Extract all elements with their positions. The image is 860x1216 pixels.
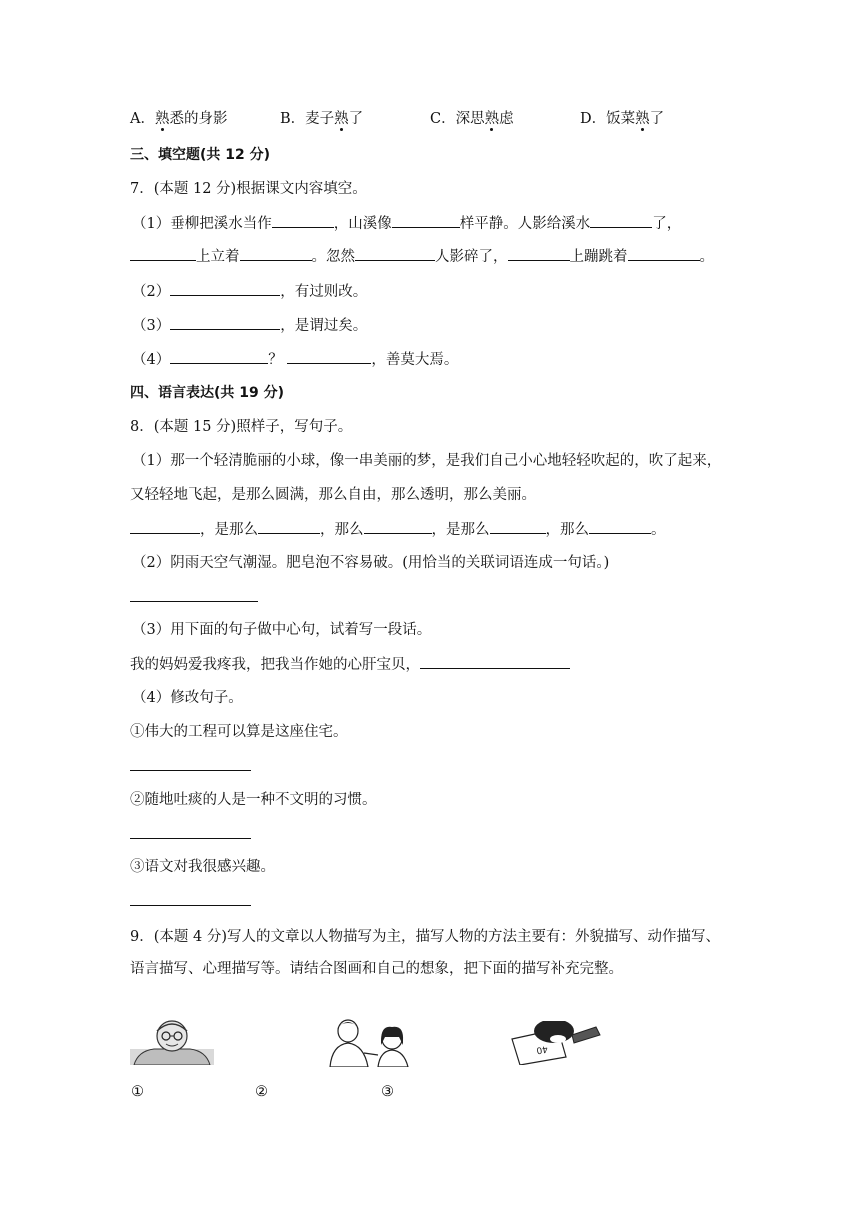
question-8-stem: 8．(本题 15 分)照样子，写句子。: [130, 419, 353, 435]
old-man-illustration: [130, 1019, 214, 1065]
answer-blank[interactable]: [272, 213, 334, 228]
question-7-stem: 7．(本题 12 分)根据课文内容填空。: [130, 181, 367, 197]
answer-blank[interactable]: [355, 246, 435, 261]
answer-blank[interactable]: [508, 246, 570, 261]
question-7-1-line-1: [132, 213, 681, 234]
girl-with-test-paper-illustration: [508, 1021, 608, 1065]
question-8-4-b: ②随地吐痰的人是一种不文明的习惯。: [130, 792, 377, 808]
question-7-3: [132, 315, 367, 336]
option-letter: B．: [280, 111, 306, 127]
option-letter: D．: [580, 111, 607, 127]
dotted-char: 熟: [635, 111, 650, 127]
answer-blank[interactable]: [364, 519, 432, 534]
text: （3）: [132, 318, 171, 334]
text: 了，: [652, 216, 682, 232]
option-text: 了: [649, 111, 665, 127]
dotted-char: 熟: [334, 111, 349, 127]
option-text: 悉的身影: [169, 111, 228, 127]
picture-label-3: ③: [381, 1084, 394, 1100]
answer-blank[interactable]: [240, 246, 312, 261]
picture-label-2: ②: [255, 1084, 268, 1100]
question-7-1-line-2: [130, 246, 714, 267]
answer-blank[interactable]: [392, 213, 460, 228]
text: ，有过则改。: [280, 284, 368, 300]
text: （1）垂柳把溪水当作: [132, 216, 272, 232]
option-text: 虑: [499, 111, 514, 127]
text: 我的妈妈爱我疼我，把我当作她的心肝宝贝，: [130, 657, 420, 673]
answer-blank[interactable]: [589, 519, 651, 534]
answer-blank[interactable]: [287, 349, 371, 364]
option-d: [580, 109, 664, 129]
option-text: 饭菜: [606, 111, 636, 127]
text: ？: [268, 352, 283, 368]
picture-label-1: ①: [131, 1084, 144, 1100]
section-heading-fill-in: 三、填空题(共 12 分): [130, 147, 271, 163]
option-c: [430, 109, 514, 129]
text: 。忽然: [311, 249, 355, 265]
option-a: [130, 109, 227, 129]
option-letter: C．: [430, 111, 456, 127]
section-heading-language-expression: 四、语言表达(共 19 分): [130, 385, 285, 401]
answer-blank[interactable]: [590, 213, 652, 228]
answer-blank[interactable]: [130, 519, 200, 534]
question-8-1-line-1: （1）那一个轻清脆丽的小球，像一串美丽的梦，是我们自己小心地轻轻吹起的，吹了起来，: [132, 453, 722, 469]
answer-line[interactable]: [130, 601, 258, 602]
answer-blank[interactable]: [130, 246, 196, 261]
answer-blank[interactable]: [420, 654, 570, 669]
option-letter: A．: [130, 111, 155, 127]
question-7-4: [132, 349, 458, 370]
answer-line[interactable]: [130, 770, 251, 771]
question-8-1-fill: [130, 519, 666, 540]
question-8-4-c: ③语文对我很感兴趣。: [130, 859, 275, 875]
question-9-line-2: 语言描写、心理描写等。请结合图画和自己的想象，把下面的描写补充完整。: [130, 961, 623, 977]
question-8-4: （4）修改句子。: [132, 690, 243, 706]
answer-line[interactable]: [130, 905, 251, 906]
text: ，山溪像: [333, 216, 392, 232]
dotted-char: 熟: [484, 111, 500, 127]
question-8-3-sentence: [130, 654, 570, 675]
answer-blank[interactable]: [628, 246, 700, 261]
text: （4）: [132, 352, 171, 368]
question-8-4-a: ①伟大的工程可以算是这座住宅。: [130, 724, 348, 740]
answer-blank[interactable]: [170, 281, 280, 296]
question-8-2: （2）阴雨天空气潮湿。肥皂泡不容易破。(用恰当的关联词语连成一句话。): [132, 555, 610, 571]
paper-score-text: 40: [535, 1043, 549, 1055]
question-8-3: （3）用下面的句子做中心句，试着写一段话。: [132, 622, 432, 638]
question-7-2: [132, 281, 367, 302]
answer-blank[interactable]: [490, 519, 546, 534]
answer-blank[interactable]: [258, 519, 320, 534]
text: 样平静。人影给溪水: [459, 216, 591, 232]
mother-and-daughter-illustration: [318, 1019, 422, 1067]
option-text: 深思: [455, 111, 485, 127]
option-text: 了: [348, 111, 364, 127]
text: 上蹦跳着: [569, 249, 628, 265]
answer-line[interactable]: [130, 838, 251, 839]
text: 上立着: [196, 249, 240, 265]
text: 。: [699, 249, 714, 265]
text: ，善莫大焉。: [371, 352, 459, 368]
text: ，是那么: [431, 522, 490, 538]
option-text: 麦子: [305, 111, 335, 127]
question-8-1-line-2: 又轻轻地飞起，是那么圆满，那么自由，那么透明，那么美丽。: [130, 487, 536, 503]
text: ，是那么: [200, 522, 258, 538]
text: ，那么: [320, 522, 364, 538]
text: 。: [651, 522, 666, 538]
text: ，那么: [545, 522, 589, 538]
text: （2）: [132, 284, 171, 300]
answer-blank[interactable]: [170, 349, 268, 364]
text: 人影碎了，: [435, 249, 508, 265]
question-9-line-1: 9．(本题 4 分)写人的文章以人物描写为主，描写人物的方法主要有：外貌描写、动作描写、: [130, 929, 720, 945]
dotted-char: 熟: [154, 111, 170, 127]
text: ，是谓过矣。: [280, 318, 368, 334]
answer-blank[interactable]: [170, 315, 280, 330]
option-b: [280, 109, 363, 129]
